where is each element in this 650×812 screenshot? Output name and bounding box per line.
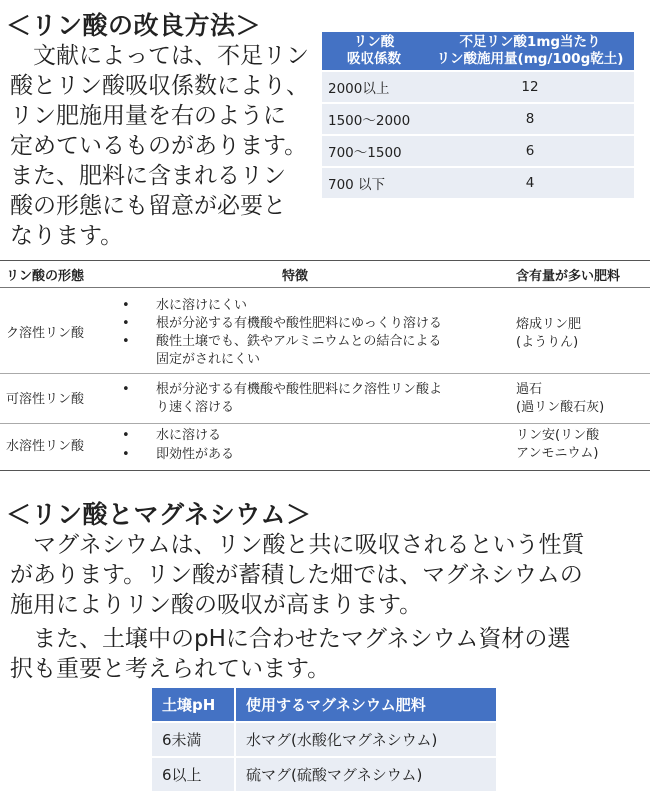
table-row	[152, 722, 496, 757]
fertilizer-cell: 過石 (過リン酸石灰)	[516, 382, 605, 415]
table-row	[322, 167, 634, 198]
header-fertilizer: 含有量が多い肥料	[516, 269, 621, 284]
table-row	[322, 71, 634, 103]
coef-cell: 700 以下	[322, 167, 426, 198]
bullet-text: 即効性がある	[156, 447, 235, 462]
para-line: また、土壌中のpHに合わせたマグネシウム資材の選	[10, 626, 571, 652]
para-line: 択も重要と考えられています。	[10, 656, 331, 682]
para-line: 定めているものがあります。	[10, 133, 308, 159]
bullet-text: 酸性土壌でも、鉄やアルミニウムとの結合による 固定がされにくい	[156, 334, 442, 367]
para-line: 文献によっては、不足リン	[10, 43, 309, 69]
bullet-dot: •	[122, 428, 130, 443]
intro-paragraph	[10, 41, 330, 251]
header-feature: 特徴	[282, 269, 309, 284]
bullet-dot: •	[122, 334, 130, 349]
table-top-rule	[0, 260, 650, 261]
ph-cell: 6未満	[152, 722, 235, 757]
magnesium-fertilizer-table	[152, 688, 496, 791]
fertilizer-cell: 硫マグ(硫酸マグネシウム)	[235, 757, 496, 791]
amount-cell: 6	[426, 135, 634, 167]
table-row	[152, 757, 496, 791]
col-soil-ph: 土壌pH	[152, 688, 235, 722]
form-cell: 水溶性リン酸	[6, 439, 85, 454]
form-cell: ク溶性リン酸	[6, 326, 85, 341]
bullet-dot: •	[122, 382, 130, 397]
section-title-phosphate-improvement: ＜リン酸の改良方法＞	[6, 11, 262, 40]
table-header-row	[322, 32, 634, 71]
form-cell: 可溶性リン酸	[6, 392, 85, 407]
para-line: があります。リン酸が蓄積した畑では、マグネシウムの	[10, 562, 583, 588]
ph-cell: 6以上	[152, 757, 235, 791]
magnesium-paragraph-2	[10, 624, 646, 684]
para-line: 酸の形態にも留意が必要と	[10, 193, 286, 219]
fertilizer-cell: リン安(リン酸 アンモニウム)	[516, 428, 600, 461]
bullet-dot: •	[122, 298, 130, 313]
col-absorption-coef	[322, 32, 426, 71]
bullet-dot: •	[122, 447, 130, 462]
bullet-text: 根が分泌する有機酸や酸性肥料にク溶性リン酸よ り速く溶ける	[156, 382, 443, 415]
coef-cell: 2000以上	[322, 71, 426, 103]
bullet-text: 水に溶ける	[156, 428, 222, 443]
header-line: リン酸施用量(mg/100g乾土)	[436, 51, 624, 67]
table-row	[322, 103, 634, 135]
para-line: また、肥料に含まれるリン	[10, 163, 286, 189]
table-row	[322, 135, 634, 167]
fertilizer-cell: 水マグ(水酸化マグネシウム)	[235, 722, 496, 757]
header-rule	[0, 287, 650, 288]
header-line: リン酸	[353, 34, 395, 50]
para-line: リン肥施用量を右のように	[10, 103, 286, 129]
coef-cell: 1500～2000	[322, 103, 426, 135]
phosphate-application-table	[322, 32, 634, 198]
table-bottom-rule	[0, 470, 650, 471]
section-title-magnesium: ＜リン酸とマグネシウム＞	[6, 500, 312, 529]
bullet-text: 水に溶けにくい	[156, 298, 248, 313]
row-rule	[0, 373, 650, 374]
bullet-text: 根が分泌する有機酸や酸性肥料にゆっくり溶ける	[156, 316, 442, 331]
table-header-row	[152, 688, 496, 722]
header-form: リン酸の形態	[6, 269, 85, 284]
row-rule	[0, 423, 650, 424]
header-line: 吸収係数	[347, 51, 401, 67]
header-line: 不足リン酸1mg当たり	[459, 34, 601, 50]
para-line: 酸とリン酸吸収係数により、	[10, 73, 309, 99]
fertilizer-cell: 熔成リン肥 (ようりん)	[516, 317, 582, 350]
bullet-dot: •	[122, 316, 130, 331]
para-line: なります。	[10, 223, 124, 249]
amount-cell: 4	[426, 167, 634, 198]
para-line: マグネシウムは、リン酸と共に吸収されるという性質	[10, 532, 585, 558]
coef-cell: 700～1500	[322, 135, 426, 167]
para-line: 施用によりリン酸の吸収が高まります。	[10, 592, 423, 618]
amount-cell: 12	[426, 71, 634, 103]
amount-cell: 8	[426, 103, 634, 135]
magnesium-paragraph-1	[10, 530, 646, 620]
col-mg-fertilizer: 使用するマグネシウム肥料	[235, 688, 496, 722]
col-application-amount	[426, 32, 634, 71]
